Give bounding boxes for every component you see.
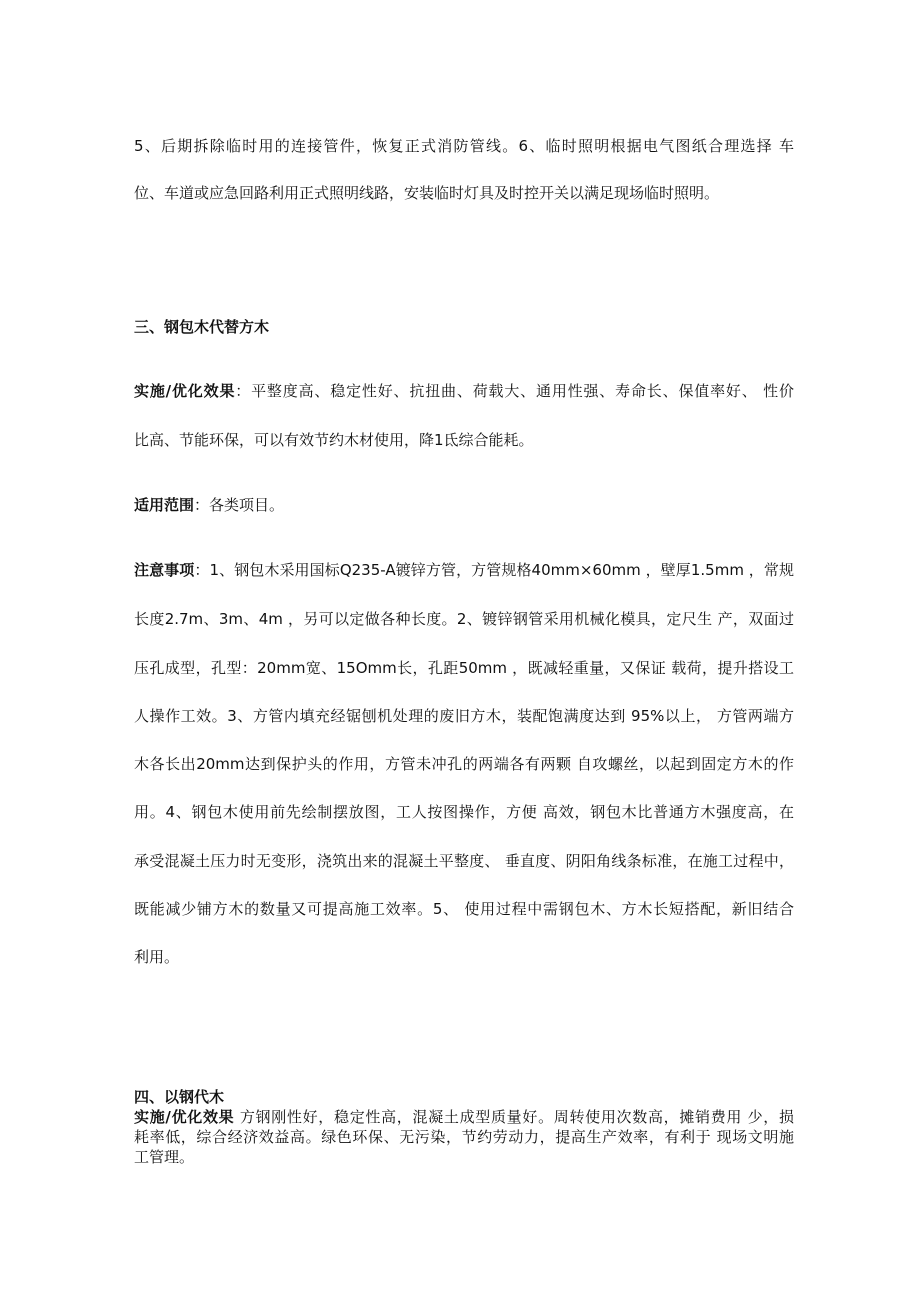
paragraph-line: 位、车道或应急回路利用正式照明线路，安装临时灯具及时控开关以满足现场临时照明。: [134, 184, 720, 202]
paragraph-line: 既能减少铺方木的数量又可提高施工效率。5、 使用过程中需钢包木、方木长短搭配，新旧结合: [134, 900, 794, 918]
scope-paragraph: [134, 495, 794, 515]
section-heading: 四、以钢代木: [134, 1088, 225, 1106]
effect-paragraph: [134, 1107, 794, 1127]
effect-text: 方钢刚性好，稳定性高，混凝土成型质量好。周转使用次数高，摊销费用 少，损: [234, 1108, 794, 1126]
paragraph-line: 人操作工效。3、方管内填充经锯刨机处理的废旧方木，装配饱满度达到 95%以上， 方管两端方: [134, 707, 794, 725]
paragraph-line: 承受混凝土压力时无变形，浇筑出来的混凝土平整度、 垂直度、阴阳角线条标准，在施工过程中，: [134, 852, 794, 870]
paragraph-line: 长度2.7m、3m、4m ，另可以定做各种长度。2、镀锌钢管采用机械化模具，定尺生 产，双面过: [134, 610, 794, 628]
notes-text: ：1、钢包木采用国标Q235-A镀锌方管，方管规格40mm×60mm ，壁厚1.5mm ，常规: [194, 561, 794, 579]
paragraph-line: 耗率低，综合经济效益高。绿色环保、无污染，节约劳动力，提高生产效率，有利于 现场文明施: [134, 1128, 794, 1146]
effect-paragraph: [134, 381, 794, 401]
paragraph-line: 用。4、钢包木使用前先绘制摆放图，工人按图操作，方便 高效，钢包木比普通方木强度高，在: [134, 803, 794, 821]
effect-text: ：平整度高、稳定性好、抗扭曲、荷载大、通用性强、寿命长、保值率好、 性价: [235, 382, 794, 400]
paragraph-line: 5、后期拆除临时用的连接管件，恢复正式消防管线。6、临时照明根据电气图纸合理选择 车: [134, 137, 794, 155]
section-heading: 三、钢包木代替方木: [134, 318, 270, 336]
notes-label: 注意事项: [134, 561, 195, 579]
paragraph-line: 压孔成型，孔型：20mm宽、15Omm长，孔距50mm ，既减轻重量，又保证 载荷，提升搭设工: [134, 659, 794, 677]
section4-block: [134, 1087, 794, 1167]
effect-label: 实施/优化效果: [134, 382, 236, 400]
scope-text: ：各类项目。: [194, 496, 285, 514]
paragraph-line: 利用。: [134, 948, 180, 966]
paragraph-line: 木各长出20mm达到保护头的作用，方管未冲孔的两端各有两颗 自攻螺丝，以起到固定方木的作: [134, 755, 794, 773]
paragraph-line: 比高、节能环保，可以有效节约木材使用，降1氐综合能耗。: [134, 431, 534, 449]
paragraph-line: 工管理。: [134, 1148, 195, 1166]
notes-paragraph: [134, 560, 794, 580]
effect-label: 实施/优化效果: [134, 1108, 235, 1126]
scope-label: 适用范围: [134, 496, 195, 514]
